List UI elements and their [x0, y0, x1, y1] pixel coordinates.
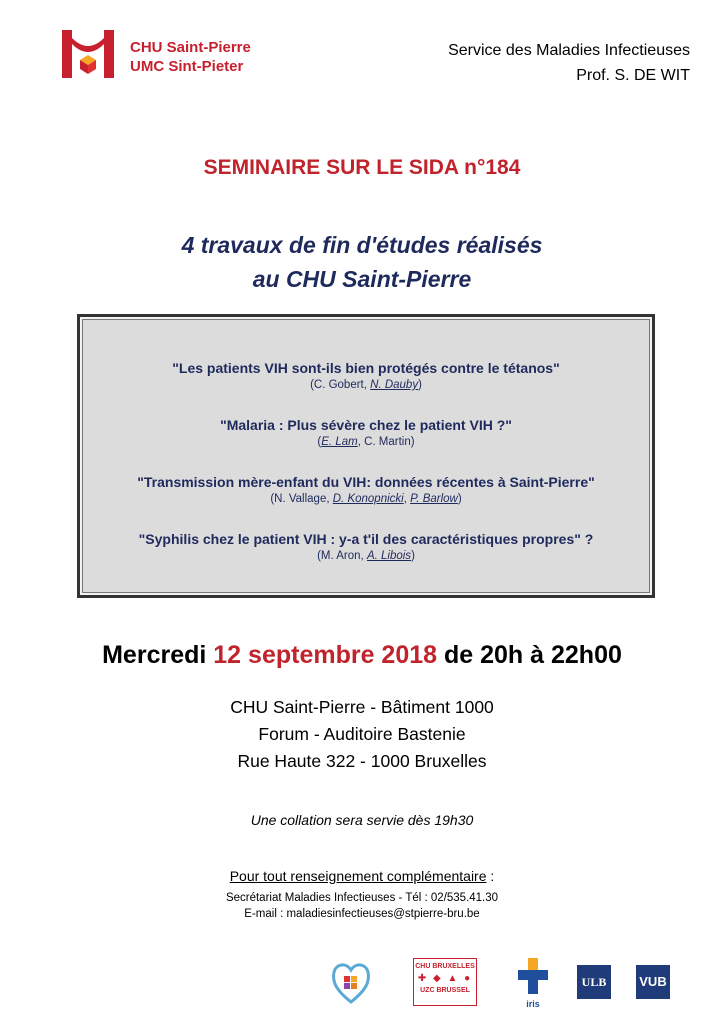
- event-day: Mercredi: [102, 641, 207, 669]
- contact-phone: Secrétariat Maladies Infectieuses - Tél : 02/535.41.30: [225, 892, 499, 904]
- talk-authors: (C. Gobert, N. Dauby): [310, 379, 422, 391]
- event-date: [0, 641, 724, 670]
- talk-title: "Transmission mère-enfant du VIH: données récentes à Saint-Pierre": [137, 474, 595, 490]
- chu-bruxelles-text: CHU BRUXELLES: [415, 963, 475, 970]
- talk-item: [77, 474, 655, 505]
- subtitle-line-2: au CHU Saint-Pierre: [252, 266, 472, 292]
- event-date-value: 12 septembre 2018: [213, 641, 438, 669]
- department-name: Service des Maladies Infectieuses: [448, 42, 690, 59]
- ulb-logo: ULB: [577, 965, 611, 999]
- venue-line-3: Rue Haute 322 - 1000 Bruxelles: [237, 751, 487, 771]
- talk-title: "Malaria : Plus sévère chez le patient VIH ?": [220, 417, 512, 433]
- hospital-name: [130, 38, 251, 76]
- talk-authors: (N. Vallage, D. Konopnicki, P. Barlow): [270, 493, 462, 505]
- subtitle: [0, 228, 724, 296]
- iris-logo-icon: [518, 958, 548, 994]
- department-block: [448, 38, 690, 88]
- chu-bruxelles-icons: ✚ ◆ ▲ ●: [417, 973, 473, 984]
- talk-title: "Syphilis chez le patient VIH : y-a t'il des caractéristiques propres" ?: [138, 531, 594, 547]
- subtitle-line-1: 4 travaux de fin d'études réalisés: [181, 232, 543, 258]
- event-time: de 20h à 22h00: [444, 641, 622, 669]
- professor-name: Prof. S. DE WIT: [576, 67, 690, 84]
- talk-item: [77, 417, 655, 448]
- venue-line-2: Forum - Auditoire Bastenie: [258, 724, 466, 744]
- iris-logo: [518, 958, 548, 1009]
- iris-text: iris: [526, 999, 540, 1009]
- vub-logo: VUB: [636, 965, 670, 999]
- heart-logo-icon: [330, 958, 372, 1006]
- contact-block: [0, 868, 724, 922]
- venue-line-1: CHU Saint-Pierre - Bâtiment 1000: [230, 697, 494, 717]
- hospital-name-fr: CHU Saint-Pierre: [130, 39, 251, 56]
- chu-saint-pierre-logo-icon: [62, 30, 114, 80]
- talk-authors: (M. Aron, A. Libois): [317, 550, 415, 562]
- talk-title: "Les patients VIH sont-ils bien protégés contre le tétanos": [172, 360, 560, 376]
- page-title: SEMINAIRE SUR LE SIDA n°184: [203, 156, 521, 179]
- talk-authors: (E. Lam, C. Martin): [317, 436, 415, 448]
- venue-block: [0, 694, 724, 775]
- contact-heading: Pour tout renseignement complémentaire :: [229, 868, 495, 884]
- collation-note: Une collation sera servie dès 19h30: [250, 812, 474, 828]
- uzc-brussel-text: UZC BRUSSEL: [420, 987, 470, 994]
- chu-bruxelles-logo: [413, 958, 477, 1006]
- contact-email: E-mail : maladiesinfectieuses@stpierre-bru.be: [244, 908, 480, 920]
- talk-item: [77, 360, 655, 391]
- hospital-name-nl: UMC Sint-Pieter: [130, 58, 244, 75]
- talk-item: [77, 531, 655, 562]
